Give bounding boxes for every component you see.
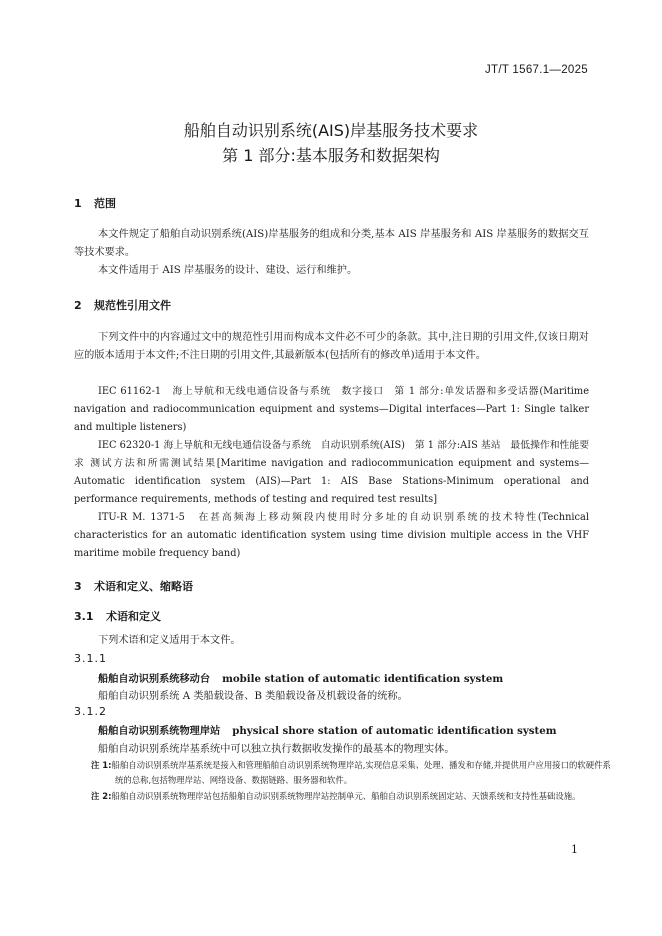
document-number: JT/T 1567.1—2025 [484,64,588,76]
note-label: 注 1: [91,760,112,770]
note-text: 船舶自动识别系统岸基系统是接入和管理船舶自动识别系统物理岸站,实现信息采集、处理、播发和存储,并提供用户应用接口的软硬件系统的总称,包括物理岸站、网络设备、数据链路、服务器和软件。 [111,760,611,785]
paragraph: 下列术语和定义适用于本文件。 [98,635,241,646]
subsection-3-1-heading [74,608,161,624]
reference-item: IEC 62320-1 海上导航和无线电通信设备与系统 自动识别系统(AIS) 第 1 部分:AIS 基站 最低操作和性能要求 测试方法和所需测试结果[Maritime navigation and radiocommunication equipment and systems—Automatic identification system (AIS)—Part 1: AIS Base Stations-Minimum operational and performance requirements, methods of testing and required test results] [74,440,589,505]
term-definition: 船舶自动识别系统岸基系统中可以独立执行数据收发操作的最基本的物理实体。 [98,744,455,755]
term-definition: 船舶自动识别系统 A 类船载设备、B 类船载设备及机载设备的统称。 [98,691,408,702]
section-3-heading [74,578,193,594]
section-title: 规范性引用文件 [94,299,171,312]
clause-number: 3.1.1 [74,652,107,665]
section-1-heading [74,195,116,211]
term-entry [98,722,557,737]
term-chinese: 船舶自动识别系统移动台 [98,674,211,685]
paragraph: 下列文件中的内容通过文中的规范性引用而构成本文件必不可少的条款。其中,注日期的引用文件,仅该日期对应的版本适用于本文件;不注日期的引用文件,其最新版本(包括所有的修改单)适用于本文件。 [74,332,589,361]
paragraph: 本文件规定了船舶自动识别系统(AIS)岸基服务的组成和分类,基本 AIS 岸基服务和 AIS 岸基服务的数据交互等技术要求。 [74,229,589,258]
section-number: 1 [74,197,82,210]
section-title: 术语和定义、缩略语 [94,580,193,593]
paragraph: 本文件适用于 AIS 岸基服务的设计、建设、运行和维护。 [98,265,358,276]
reference-item: IEC 61162-1 海上导航和无线电通信设备与系统 数字接口 第 1 部分:单发话器和多受话器(Maritime navigation and radiocommunication equipment and systems—Digital interfaces—Part 1: Single talker and multiple listeners) [74,386,589,433]
term-english: physical shore station of automatic identification system [232,725,557,737]
section-number: 3 [74,580,82,593]
page-number: 1 [571,843,578,856]
note-2 [91,789,613,804]
clause-number: 3.1.2 [74,705,107,718]
subsection-title: 术语和定义 [106,610,161,623]
document-subtitle: 第 1 部分:基本服务和数据架构 [222,146,440,165]
note-label: 注 2: [91,791,112,801]
term-english: mobile station of automatic identification system [222,673,504,685]
term-entry [98,670,503,685]
term-chinese: 船舶自动识别系统物理岸站 [98,726,221,737]
section-title: 范围 [94,197,116,210]
note-1 [91,758,613,788]
section-2-heading [74,297,171,313]
subsection-number: 3.1 [74,610,94,623]
note-text: 船舶自动识别系统物理岸站包括船舶自动识别系统物理岸站控制单元、船舶自动识别系统固定站、天馈系统和支持性基础设施。 [111,791,581,801]
reference-item: ITU-R M. 1371-5 在甚高频海上移动频段内使用时分多址的自动识别系统的技术特性(Technical characteristics for an automatic identification system using time division multiple access in the VHF maritime mobile frequency band) [74,512,589,559]
section-number: 2 [74,299,82,312]
document-title: 船舶自动识别系统(AIS)岸基服务技术要求 [183,121,479,140]
